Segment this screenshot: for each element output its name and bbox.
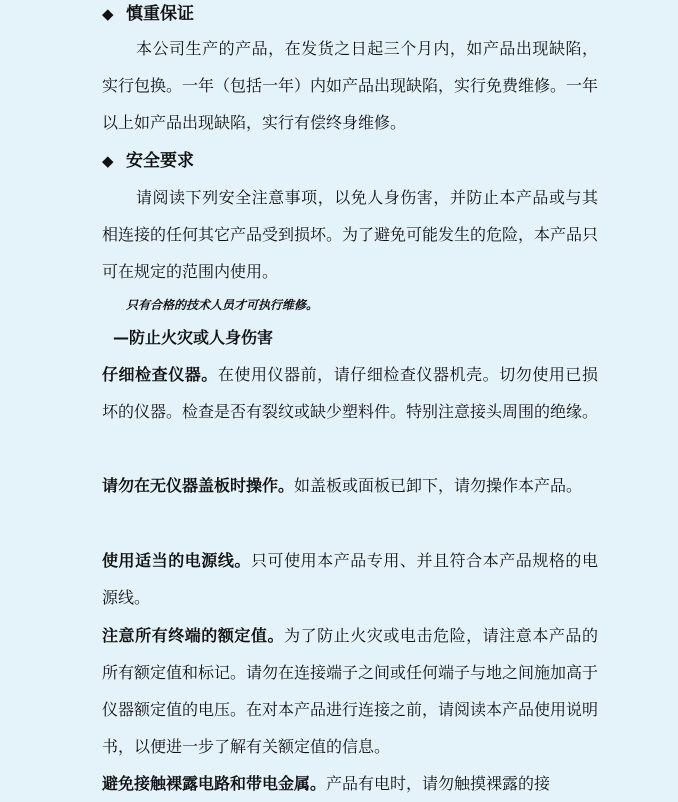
safety-item-title: 使用适当的电源线。 (102, 551, 251, 570)
safety-item-title: 注意所有终端的额定值。 (102, 626, 285, 645)
fire-injury-subheading: —防止火灾或人身伤害 (113, 328, 274, 347)
warranty-title: 慎重保证 (126, 4, 194, 24)
safety-item-exposed-circuit (102, 765, 598, 802)
service-warning: 只有合格的技术人员才可执行维修。 (126, 298, 319, 312)
safety-item-inspect (102, 356, 598, 430)
safety-item-title: 避免接触裸露电路和带电金属。 (102, 774, 327, 793)
safety-item-power-cord (102, 542, 598, 616)
safety-title: 安全要求 (126, 151, 194, 171)
safety-paragraph: 请阅读下列安全注意事项，以免人身伤害，并防止本产品或与其相连接的任何其它产品受到损坏。为了避免可能发生的危险，本产品只可在规定的范围内使用。 (102, 188, 599, 281)
safety-item-body: 为了防止火灾或电击危险，请注意本产品的所有额定值和标记。请勿在连接端子之间或任何端子与地之间施加高于仪器额定值的电压。在对本产品进行连接之前，请阅读本产品使用说明书，以便进一步了解有关额定值的信息。 (102, 626, 599, 756)
safety-item-body: 只可使用本产品专用、并且符合本产品规格的电源线。 (102, 551, 598, 607)
safety-heading (102, 148, 194, 174)
diamond-bullet-icon: ◆ (102, 5, 114, 23)
safety-item-title: 仔细检查仪器。 (102, 365, 218, 384)
safety-item-body: 在使用仪器前，请仔细检查仪器机壳。切勿使用已损坏的仪器。检查是否有裂纹或缺少塑料件。特别注意接头周围的绝缘。 (102, 365, 599, 421)
diamond-bullet-icon: ◆ (102, 152, 114, 170)
safety-item-cover (102, 467, 598, 504)
warranty-paragraph: 本公司生产的产品，在发货之日起三个月内，如产品出现缺陷，实行包换。一年（包括一年）内如产品出现缺陷，实行免费维修。一年以上如产品出现缺陷，实行有偿终身维修。 (102, 39, 599, 132)
safety-item-body: 如盖板或面板已卸下，请勿操作本产品。 (294, 476, 583, 495)
safety-item-ratings (102, 617, 598, 765)
safety-item-title: 请勿在无仪器盖板时操作。 (102, 476, 295, 495)
warranty-heading (102, 1, 194, 27)
safety-item-body: 产品有电时，请勿触摸裸露的接 (326, 774, 551, 793)
